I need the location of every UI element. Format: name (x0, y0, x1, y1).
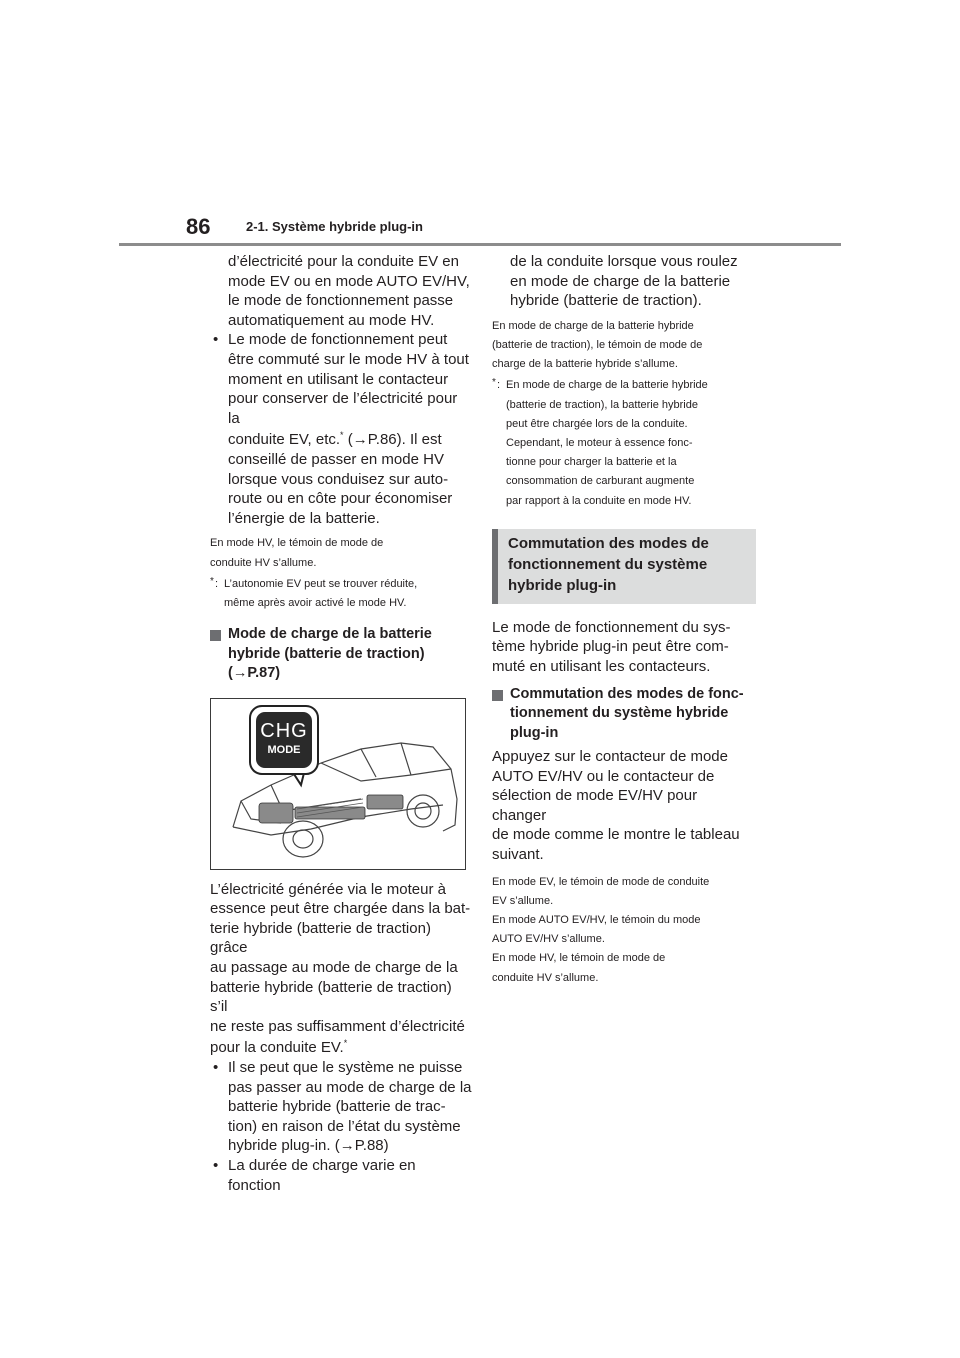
text-line: de mode comme le montre le tableau (492, 826, 740, 844)
footnote-colon: : (497, 379, 501, 392)
text-line: essence peut être chargée dans la bat- (210, 900, 471, 918)
text-span: conduite EV, etc. (228, 431, 341, 449)
text-line: même après avoir activé le mode HV. (224, 596, 407, 609)
text-line: muté en utilisant les contacteurs. (492, 658, 711, 675)
chg-mode-button-icon (249, 705, 319, 775)
section-heading-line: Commutation des modes de (508, 534, 709, 552)
text-line: L’autonomie EV peut se trouver réduite, (224, 577, 418, 590)
bullet-dot: • (213, 331, 219, 349)
text-line: charge de la batterie hybride s’allume. (492, 358, 678, 371)
bullet-dot: • (213, 1156, 219, 1174)
section-title: 2-1. Système hybride plug-in (246, 219, 423, 234)
heading-switch-modes (492, 685, 754, 744)
text-line: pour conserver de l’électricité pour la (228, 390, 458, 427)
text-line: lorsque vous conduisez sur auto- (228, 470, 449, 488)
text-line (210, 1038, 472, 1058)
bullet-system-state (210, 1058, 472, 1156)
text-line: L’électricité générée via le moteur à (210, 880, 446, 898)
heading-square-icon (210, 630, 221, 641)
text-line: pas passer au mode de charge de la (228, 1078, 472, 1096)
text-line: tionnement du système hybride (510, 705, 729, 722)
text-line: l’énergie de la batterie. (228, 509, 380, 527)
section-heading-line: fonctionnement du système (508, 555, 708, 573)
text-line: En mode de charge de la batterie hybride (506, 379, 708, 392)
text-line: automatiquement au mode HV. (228, 311, 435, 329)
text-line: tème hybride plug-in peut être com- (492, 638, 729, 656)
text-line: En mode HV, le témoin de mode de (210, 537, 384, 550)
page-reference[interactable]: (→P.87) (228, 665, 281, 682)
page-reference[interactable]: (→P.86). Il est (343, 431, 442, 449)
text-line: En mode de charge de la batterie hybride (492, 319, 694, 332)
text-line: peut être chargée lors de la conduite. (506, 417, 688, 430)
page-number: 86 (186, 214, 211, 239)
chg-mode-figure (210, 698, 466, 870)
text-line: AUTO EV/HV ou le contacteur de (492, 767, 715, 785)
bullet-hv-switch (210, 330, 472, 528)
footnote-mark: * (492, 377, 496, 389)
section-heading-box (492, 529, 756, 604)
charge-indicator-note (492, 317, 754, 375)
text-line: batterie hybride (batterie de trac- (228, 1098, 446, 1116)
text-line: hybride (batterie de traction). (510, 292, 702, 310)
heading-square-icon (492, 690, 503, 701)
continued-bullet (492, 252, 754, 311)
text-line: (batterie de traction), la batterie hybride (506, 398, 698, 411)
text-line: suivant. (492, 846, 544, 864)
text-line: être commuté sur le mode HV à tout (228, 350, 469, 368)
text-line: sélection de mode EV/HV pour changer (492, 787, 698, 824)
text-line: ne reste pas suffisamment d’électricité (210, 1017, 465, 1035)
text-line: En mode EV, le témoin de mode de conduite (492, 875, 710, 888)
intro-paragraph (210, 252, 472, 330)
text-span: pour la conduite EV. (210, 1039, 344, 1057)
text-line: d’électricité pour la conduite EV en (228, 253, 459, 270)
badge-chg-label: CHG (260, 719, 308, 742)
text-line: plug-in (510, 724, 559, 741)
text-line: au passage au mode de charge de la (210, 959, 458, 976)
text-line: Cependant, le moteur à essence fonc- (506, 437, 693, 449)
text-line: route ou en côte pour économiser (228, 490, 453, 508)
left-column (210, 252, 472, 1195)
text-line: tionne pour charger la batterie et la (506, 456, 677, 469)
right-column (492, 252, 754, 988)
text-line: Appuyez sur le contacteur de mode (492, 748, 728, 766)
press-switch-paragraph (492, 747, 754, 865)
text-line: Commutation des modes de fonc- (510, 685, 744, 702)
header-rule (119, 243, 841, 246)
text-line: Mode de charge de la batterie (228, 626, 432, 643)
text-line: en mode de charge de la batterie (510, 272, 731, 290)
text-line: En mode AUTO EV/HV, le témoin du mode (492, 914, 701, 927)
text-line: de la conduite lorsque vous roulez (510, 253, 738, 270)
text-line: conduite HV s’allume. (492, 971, 599, 984)
hv-indicator-note (210, 534, 472, 572)
text-line: Il se peut que le système ne puisse (228, 1058, 463, 1076)
footnote-mark: * (343, 1038, 348, 1049)
bullet-charge-duration (210, 1156, 472, 1195)
bullet-dot: • (213, 1058, 219, 1076)
text-line: par rapport à la conduite en mode HV. (506, 494, 692, 507)
text-line: consommation de carburant augmente (506, 475, 695, 488)
footnote-mark: * (340, 430, 344, 441)
text-line (228, 430, 472, 450)
text-line: (batterie de traction), le témoin de mode de (492, 338, 703, 351)
text-line: hybride (batterie de traction) (228, 645, 425, 662)
text-line: conseillé de passer en mode HV (228, 450, 444, 468)
badge-mode-label: MODE (267, 743, 301, 756)
footnote (210, 575, 472, 613)
charge-paragraph (210, 880, 472, 1058)
text-line: En mode HV, le témoin de mode de (492, 952, 666, 965)
section-heading-line: hybride plug-in (508, 576, 617, 594)
text-line: moment en utilisant le contacteur (228, 370, 449, 388)
heading-charge-mode (210, 625, 472, 684)
text-line: conduite HV s’allume. (210, 556, 317, 569)
footnote (492, 376, 754, 510)
text-line: le mode de fonctionnement passe (228, 292, 454, 310)
text-line: AUTO EV/HV s’allume. (492, 933, 605, 946)
mode-indicator-notes (492, 873, 754, 988)
text-line: EV s’allume. (492, 894, 554, 907)
text-line: La durée de charge varie en fonction (228, 1156, 416, 1194)
text-line: tion) en raison de l’état du système (228, 1117, 461, 1135)
text-line: batterie hybride (batterie de traction) s’il (210, 978, 452, 1016)
text-line: mode EV ou en mode AUTO EV/HV, (228, 272, 470, 290)
text-line: Le mode de fonctionnement peut (228, 331, 448, 349)
switch-paragraph (492, 618, 754, 677)
footnote-colon: : (215, 577, 219, 590)
text-line: Le mode de fonctionnement du sys- (492, 618, 731, 636)
page-reference[interactable]: hybride plug-in. (→P.88) (228, 1137, 389, 1155)
footnote-mark: * (210, 575, 214, 587)
text-line: terie hybride (batterie de traction) grâce (210, 919, 431, 957)
